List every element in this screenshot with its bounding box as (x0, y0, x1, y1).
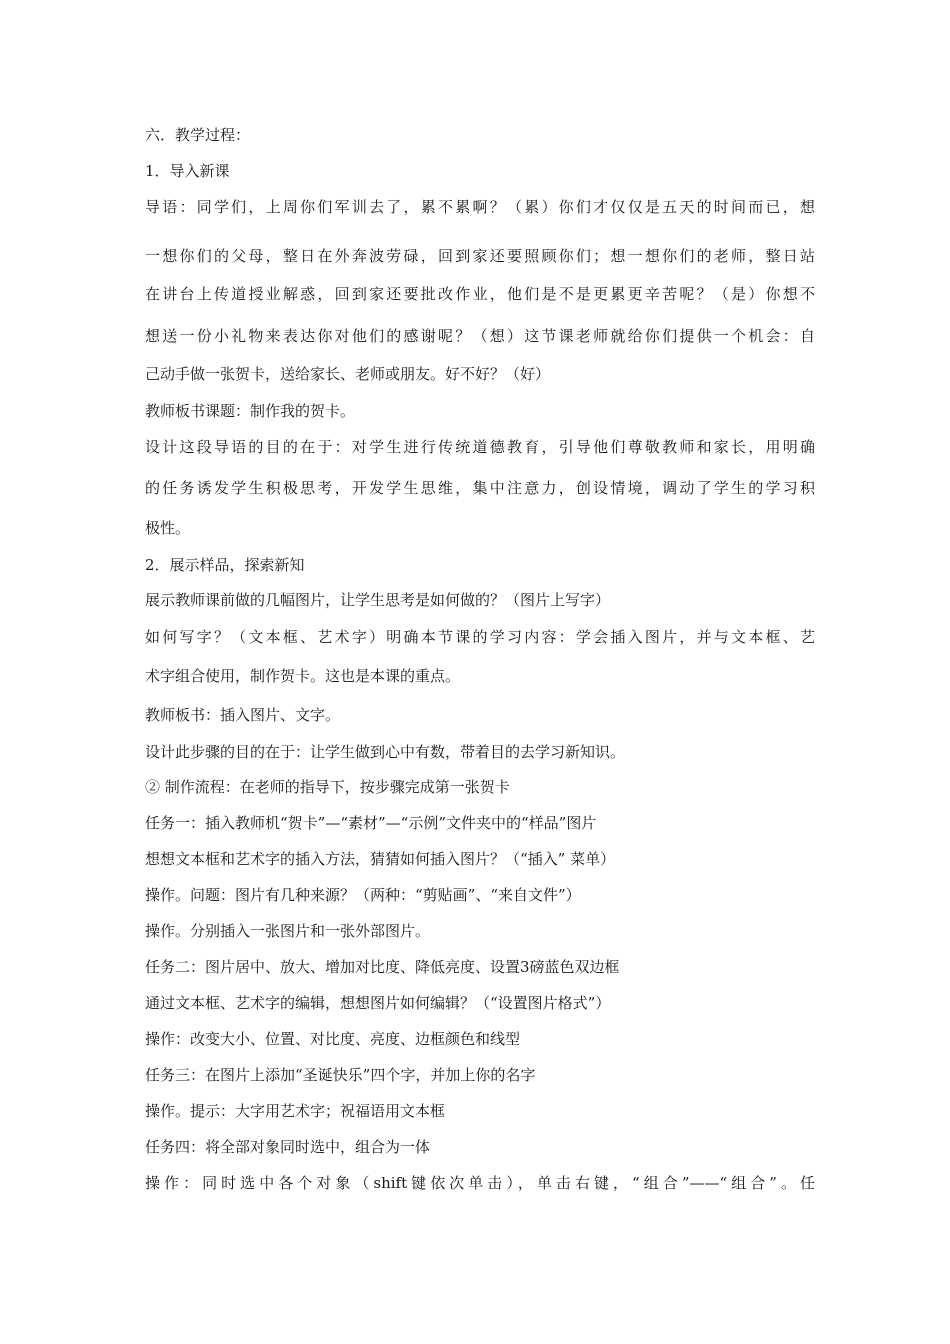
paragraph-line: 想送一份小礼物来表达你对他们的感谢呢？（想）这节课老师就给你们提供一个机会：自 (145, 327, 815, 345)
paragraph-line: 操作：改变大小、位置、对比度、亮度、边框颜色和线型 (145, 1030, 521, 1048)
paragraph-line: 导语：同学们，上周你们军训去了，累不累啊？（累）你们才仅仅是五天的时间而已，想 (145, 198, 815, 216)
paragraph-line: 任务一：插入教师机“贺卡”—“素材”—“示例”文件夹中的“样品”图片 (145, 814, 597, 832)
paragraph-line: 设计此步骤的目的在于：让学生做到心中有数，带着目的去学习新知识。 (145, 743, 626, 761)
section-heading: 六．教学过程： (145, 126, 251, 144)
paragraph-line: 在讲台上传道授业解惑，回到家还要批改作业，他们是不是更累更辛苦呢？（是）你想不 (145, 285, 815, 303)
paragraph-line: 操作：同时选中各个对象（shift键依次单击），单击右键，“组合”——“组合”。任 (145, 1174, 815, 1192)
paragraph-line: 操作。问题：图片有几种来源？（两种：“剪贴画”、“来自文件”） (145, 886, 581, 904)
paragraph-line: 教师板书课题：制作我的贺卡。 (145, 402, 356, 420)
paragraph-line: 一想你们的父母，整日在外奔波劳碌，回到家还要照顾你们；想一想你们的老师，整日站 (145, 247, 815, 265)
subsection-heading: 1．导入新课 (145, 162, 230, 180)
paragraph-line: 术字组合使用，制作贺卡。这也是本课的重点。 (145, 667, 461, 685)
paragraph-line: 己动手做一张贺卡，送给家长、老师或朋友。好不好？（好） (145, 365, 551, 383)
paragraph-line: 任务四：将全部对象同时选中，组合为一体 (145, 1138, 431, 1156)
subsection-heading: 2．展示样品，探索新知 (145, 556, 305, 574)
paragraph-line: ② 制作流程：在老师的指导下，按步骤完成第一张贺卡 (145, 778, 510, 796)
paragraph-line: 任务二：图片居中、放大、增加对比度、降低亮度、设置3磅蓝色双边框 (145, 958, 620, 976)
paragraph-line: 操作。分别插入一张图片和一张外部图片。 (145, 922, 431, 940)
paragraph-line: 的任务诱发学生积极思考，开发学生思维，集中注意力，创设情境，调动了学生的学习积 (145, 479, 815, 497)
paragraph-line: 教师板书：插入图片、文字。 (145, 706, 341, 724)
paragraph-line: 极性。 (145, 519, 191, 537)
paragraph-line: 通过文本框、艺术字的编辑，想想图片如何编辑？（“设置图片格式”） (145, 994, 611, 1012)
paragraph-line: 如何写字？（文本框、艺术字）明确本节课的学习内容：学会插入图片，并与文本框、艺 (145, 628, 815, 646)
paragraph-line: 展示教师课前做的几幅图片，让学生思考是如何做的？（图片上写字） (145, 591, 611, 609)
paragraph-line: 设计这段导语的目的在于：对学生进行传统道德教育，引导他们尊敬教师和家长，用明确 (145, 438, 815, 456)
paragraph-line: 任务三：在图片上添加“圣诞快乐”四个字，并加上你的名字 (145, 1066, 536, 1084)
paragraph-line: 操作。提示：大字用艺术字；祝福语用文本框 (145, 1102, 446, 1120)
paragraph-line: 想想文本框和艺术字的插入方法，猜猜如何插入图片？（“插入” 菜单） (145, 850, 616, 868)
